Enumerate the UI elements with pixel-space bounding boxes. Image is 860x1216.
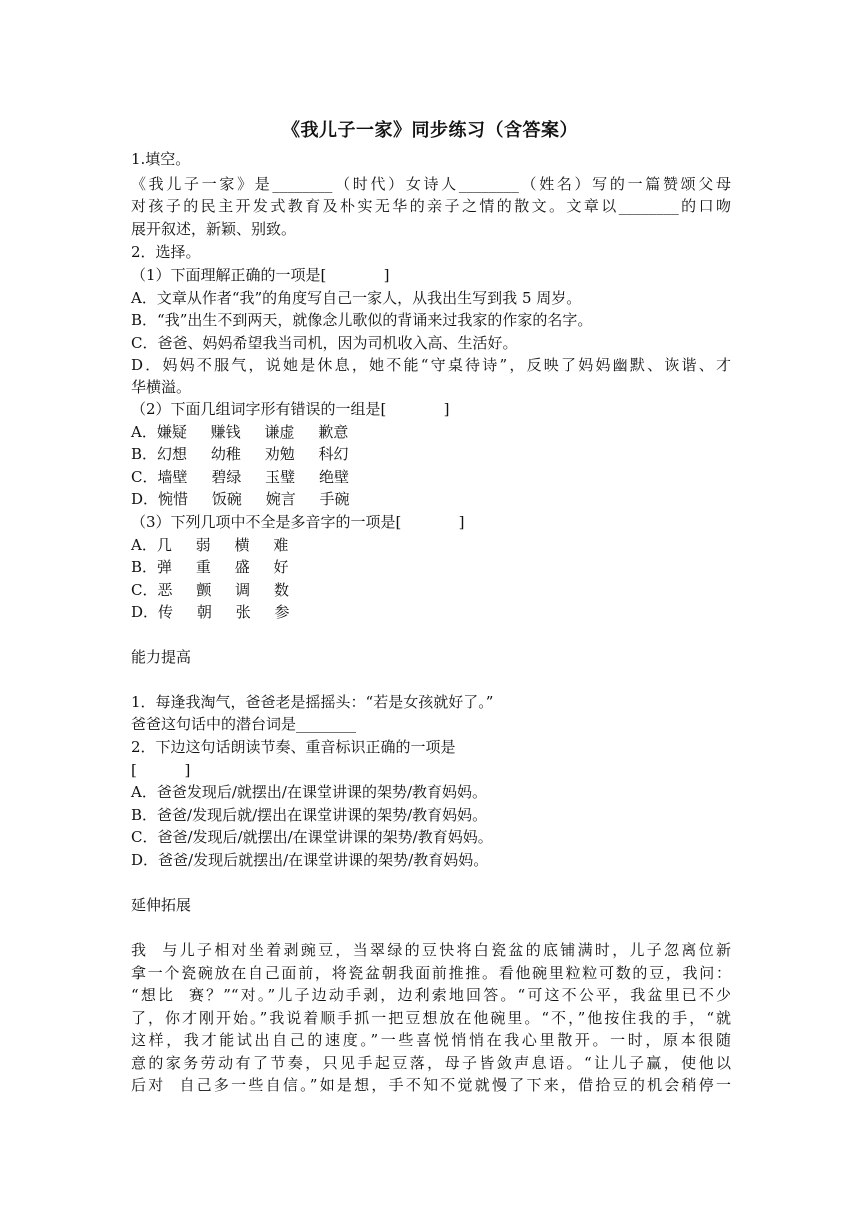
ability-q1-blank: 爸爸这句话中的潜台词是________ xyxy=(131,715,357,733)
fill-blank-line-2: 对孩子的民主开发式教育及朴实无华的亲子之情的散文。文章以________的口吻 xyxy=(131,197,731,215)
fill-blank-line-1: 《我儿子一家》是________（时代）女诗人________（姓名）写的一篇赞颂父母 xyxy=(131,175,731,193)
question-1-stem: （1）下面理解正确的一项是[ ] xyxy=(131,266,390,284)
passage-line-5: 这样，我才能试出自己的速度。”一些喜悦悄悄在我心里散开。一时，原本很随 xyxy=(131,1031,731,1049)
q1-option-d-cont: 华横溢。 xyxy=(131,378,192,396)
fill-blank-heading: 1.填空。 xyxy=(131,150,191,168)
ability-q2-bracket: [ ] xyxy=(131,761,191,779)
passage-line-1: 我 与儿子相对坐着剥豌豆，当翠绿的豆快将白瓷盆的底铺满时，儿子忽离位新 xyxy=(131,941,731,959)
question-3-stem: （3）下列几项中不全是多音字的一项是[ ] xyxy=(131,513,465,531)
passage-line-6: 意的家务劳动有了节奏，只见手起豆落，母子皆敛声息语。“让儿子赢，使他以 xyxy=(131,1054,731,1072)
ability-q2-option-b: B．爸爸/发现后就/摆出在课堂讲课的架势/教育妈妈。 xyxy=(131,806,488,824)
passage-line-3: “想比 赛？”“对。”儿子边动手剥，边利索地回答。“可这不公平，我盆里已不少 xyxy=(131,986,731,1004)
ability-q2: 2．下边这句话朗读节奏、重音标识正确的一项是 xyxy=(131,738,456,756)
choice-heading: 2．选择。 xyxy=(131,243,201,261)
ability-q2-option-a: A．爸爸发现后/就摆出/在课堂讲课的架势/教育妈妈。 xyxy=(131,783,487,801)
section-heading-extension: 延伸拓展 xyxy=(131,896,192,914)
q3-option-a: A．几 弱 横 难 xyxy=(131,536,289,554)
ability-q2-option-c: C．爸爸/发现后/就摆出/在课堂讲课的架势/教育妈妈。 xyxy=(131,828,493,846)
ability-q2-option-d: D．爸爸/发现后就摆出/在课堂讲课的架势/教育妈妈。 xyxy=(131,851,489,869)
section-heading-ability: 能力提高 xyxy=(131,648,192,666)
fill-blank-line-3: 展开叙述，新颖、别致。 xyxy=(131,220,297,238)
passage-line-4: 了，你才刚开始。”我说着顺手抓一把豆想放在他碗里。“不，”他按住我的手，“就 xyxy=(131,1009,731,1027)
q1-option-c: C．爸爸、妈妈希望我当司机，因为司机收入高、生活好。 xyxy=(131,334,518,352)
q2-option-a: A．嫌疑 赚钱 谦虚 歉意 xyxy=(131,423,349,441)
ability-q1: 1．每逢我淘气，爸爸老是摇摇头：“若是女孩就好了。” xyxy=(131,693,494,711)
passage-line-2: 拿一个瓷碗放在自己面前，将瓷盆朝我面前推推。看他碗里粒粒可数的豆，我问： xyxy=(131,964,731,982)
question-2-stem: （2）下面几组词字形有错误的一组是[ ] xyxy=(131,400,450,418)
q3-option-b: B．弹 重 盛 好 xyxy=(131,558,289,576)
q3-option-d: D．传 朝 张 参 xyxy=(131,603,290,621)
q2-option-c: C．墙壁 碧绿 玉璧 绝壁 xyxy=(131,468,349,486)
document-title: 《我儿子一家》同步练习（含答案） xyxy=(282,120,578,141)
q3-option-c: C．恶 颤 调 数 xyxy=(131,581,289,599)
passage-line-7: 后对 自己多一些自信。”如是想，手不知不觉就慢了下来，借拾豆的机会稍停一 xyxy=(131,1076,731,1094)
q1-option-d: D．妈妈不服气，说她是休息，她不能“守桌待诗”，反映了妈妈幽默、诙谐、才 xyxy=(131,356,731,374)
q2-option-d: D．惋惜 饭碗 婉言 手碗 xyxy=(131,490,350,508)
q2-option-b: B．幻想 幼稚 劝勉 科幻 xyxy=(131,445,349,463)
q1-option-a: A．文章从作者“我”的角度写自己一家人，从我出生写到我 5 周岁。 xyxy=(131,289,582,307)
q1-option-b: B．“我”出生不到两天，就像念儿歌似的背诵来过我家的作家的名字。 xyxy=(131,311,593,329)
